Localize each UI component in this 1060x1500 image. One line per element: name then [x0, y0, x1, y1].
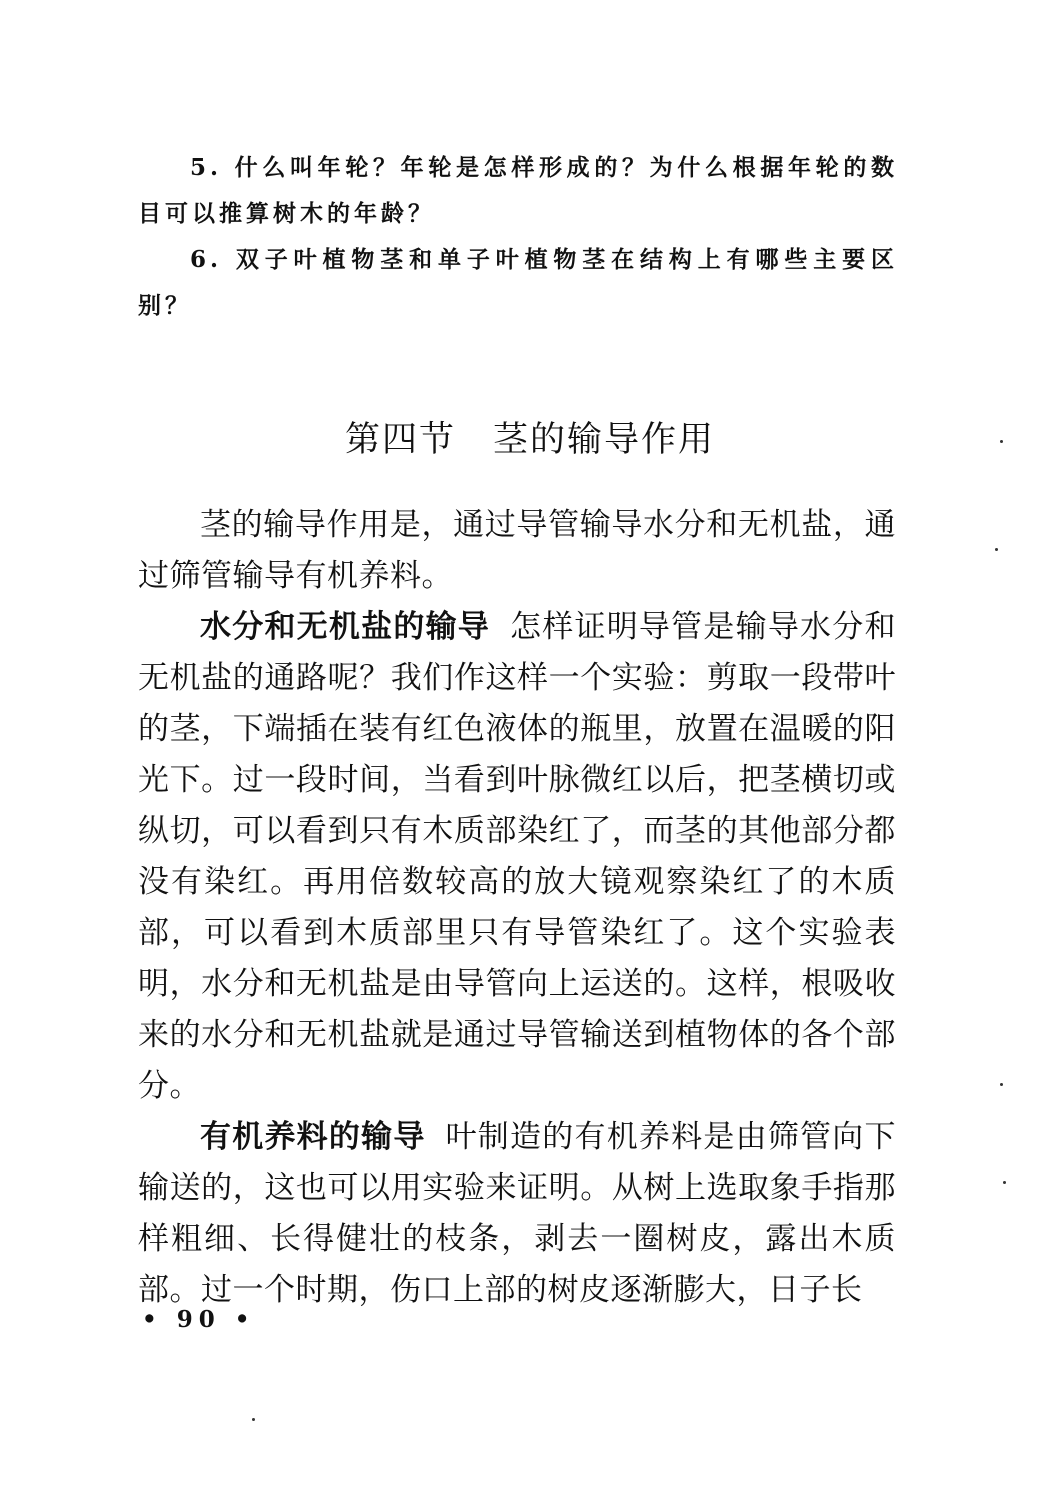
- scan-speck: [1003, 1181, 1006, 1184]
- scan-speck: [995, 548, 998, 551]
- question-6: 6. 双子叶植物茎和单子叶植物茎在结构上有哪些主要区别？: [138, 246, 898, 319]
- section-title: 第四节 茎的输导作用: [344, 420, 715, 460]
- question-5: 5. 什么叫年轮？年轮是怎样形成的？为什么根据年轮的数目可以推算树木的年龄？: [138, 154, 898, 227]
- scan-speck: [252, 1418, 255, 1421]
- organic-text: 叶制造的有机养料是由筛管向下输送的，这也可以用实验来证明。从树上选取象手指那样粗细、长得健壮的枝条，剥去一圈树皮，露出木质部。过一个时期，伤口上部的树皮逐渐膨大，日子长: [138, 1119, 897, 1308]
- scan-speck: [1000, 440, 1003, 443]
- organic-paragraph: [138, 1112, 896, 1316]
- page-number: • 90 •: [142, 1306, 256, 1333]
- water-text: 怎样证明导管是输导水分和无机盐的通路呢？我们作这样一个实验：剪取一段带叶的茎，下端插在装有红色液体的瓶里，放置在温暖的阳光下。过一段时间，当看到叶脉微红以后，把茎横切或纵切，可以看到只有木质部染红了，而茎的其他部分都没有染红。再用倍数较高的放大镜观察染红了的木质部，可以看到木质部里只有导管染红了。这个实验表明，水分和无机盐是由导管向上运送的。这样，根吸收来的水分和无机盐就是通过导管输送到植物体的各个部分。: [138, 609, 897, 1104]
- water-heading: 水分和无机盐的输导: [200, 609, 491, 645]
- scan-speck: [1000, 1083, 1003, 1086]
- intro-paragraph: 茎的输导作用是，通过导管输导水分和无机盐，通过筛管输导有机养料。: [138, 507, 896, 594]
- section-body: [138, 500, 896, 1316]
- water-paragraph: [138, 602, 896, 1112]
- organic-heading: 有机养料的输导: [200, 1119, 426, 1155]
